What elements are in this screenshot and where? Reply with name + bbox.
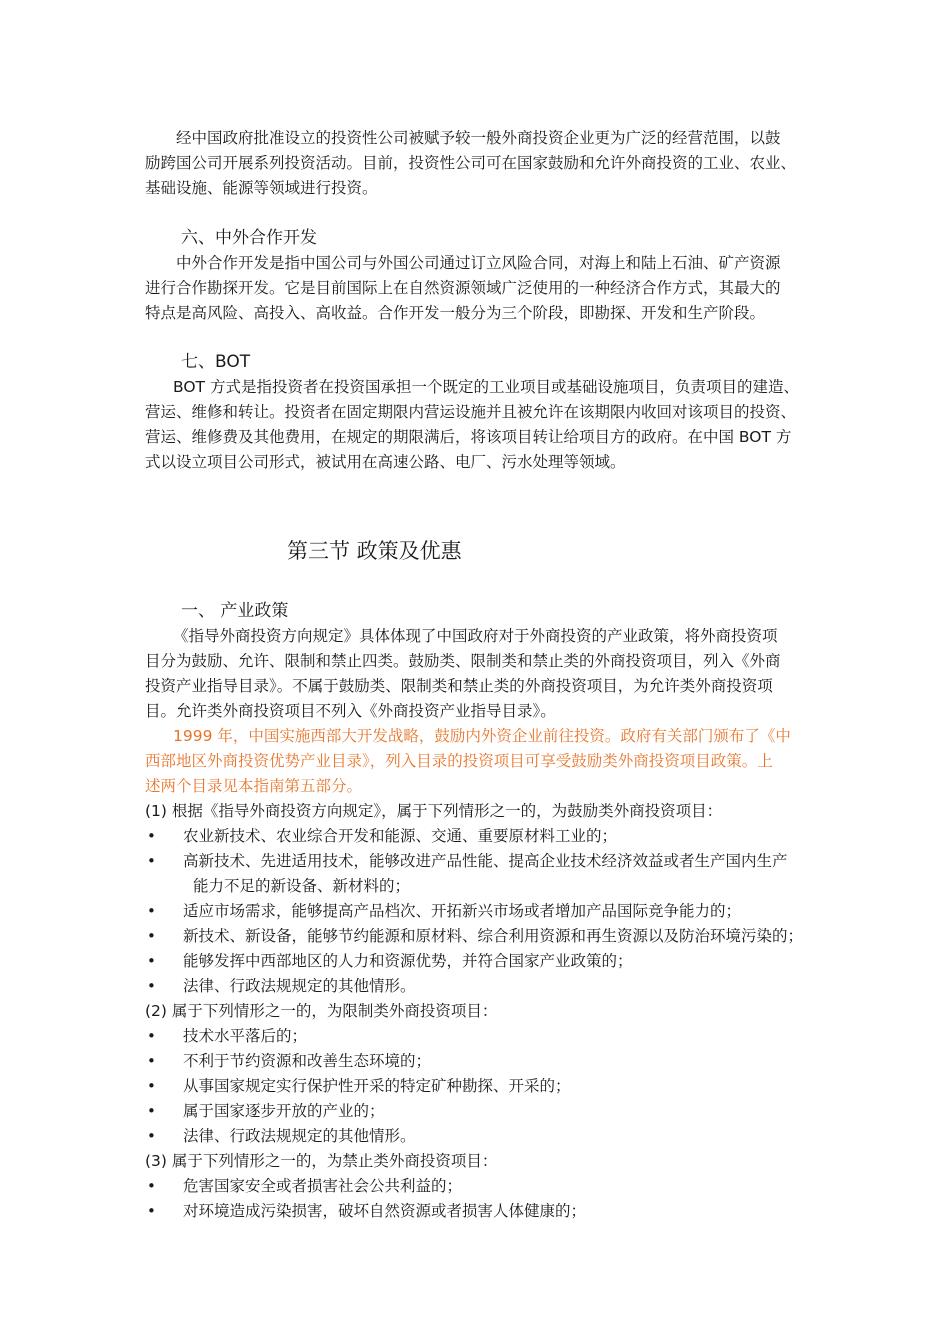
intro-line-2: 励跨国公司开展系列投资活动。目前，投资性公司可在国家鼓励和允许外商投资的工业、农业、: [145, 154, 797, 172]
list3-label: (3) 属于下列情形之一的，为禁止类外商投资项目：: [145, 1152, 498, 1170]
list1-item-4: 新技术、新设备，能够节约能源和原材料、综合利用资源和再生资源以及防治环境污染的；: [183, 927, 804, 945]
highlight-line-2: 西部地区外商投资优势产业目录》，列入目录的投资项目可享受鼓励类外商投资项目政策。上: [145, 752, 773, 770]
list3-item-1: 危害国家安全或者损害社会公共利益的；: [183, 1177, 463, 1195]
section-title: 第三节 政策及优惠: [287, 539, 462, 563]
list1-label: (1) 根据《指导外商投资方向规定》，属于下列情形之一的，为鼓励类外商投资项目：: [145, 802, 723, 820]
bullet-icon: •: [147, 827, 156, 845]
list2-item-4: 属于国家逐步开放的产业的；: [183, 1102, 385, 1120]
bullet-icon: •: [147, 852, 156, 870]
list1-item-5: 能够发挥中西部地区的人力和资源优势，并符合国家产业政策的；: [183, 952, 633, 970]
industry-policy-heading: 一、 产业政策: [181, 601, 289, 621]
industry-policy-line-3: 投资产业指导目录》。不属于鼓励类、限制类和禁止类的外商投资项目，为允许类外商投资项: [145, 677, 773, 695]
bullet-icon: •: [147, 1127, 156, 1145]
highlight-line-1: 1999 年，中国实施西部大开发战略，鼓励内外资企业前往投资。政府有关部门颁布了《中: [173, 727, 791, 745]
list1-item-1: 农业新技术、农业综合开发和能源、交通、重要原材料工业的；: [183, 827, 618, 845]
industry-policy-line-1: 《指导外商投资方向规定》具体体现了中国政府对于外商投资的产业政策，将外商投资项: [173, 627, 778, 645]
list2-label: (2) 属于下列情形之一的，为限制类外商投资项目：: [145, 1002, 498, 1020]
list2-item-1: 技术水平落后的；: [183, 1027, 308, 1045]
section7-heading: 七、BOT: [181, 352, 251, 372]
bullet-icon: •: [147, 1177, 156, 1195]
industry-policy-line-4: 目。允许类外商投资项目不列入《外商投资产业指导目录》。: [145, 702, 556, 720]
list2-item-5: 法律、行政法规规定的其他情形。: [183, 1127, 416, 1145]
section7-line-1: BOT 方式是指投资者在投资国承担一个既定的工业项目或基础设施项目，负责项目的建造、: [173, 378, 799, 396]
section7-line-4: 式以设立项目公司形式，被试用在高速公路、电厂、污水处理等领域。: [145, 453, 626, 471]
industry-policy-line-2: 目分为鼓励、允许、限制和禁止四类。鼓励类、限制类和禁止类的外商投资项目，列入《外商: [145, 652, 781, 670]
list1-item-2-cont: 能力不足的新设备、新材料的；: [193, 877, 411, 895]
list1-item-6: 法律、行政法规规定的其他情形。: [183, 977, 416, 995]
section6-line-2: 进行合作勘探开发。它是目前国际上在自然资源领域广泛使用的一种经济合作方式，其最大的: [145, 279, 781, 297]
bullet-icon: •: [147, 1102, 156, 1120]
list1-item-2: 高新技术、先进适用技术，能够改进产品性能、提高企业技术经济效益或者生产国内生产: [183, 852, 788, 870]
bullet-icon: •: [147, 902, 156, 920]
intro-line-1: 经中国政府批准设立的投资性公司被赋予较一般外商投资企业更为广泛的经营范围，以鼓: [176, 129, 781, 147]
intro-line-3: 基础设施、能源等领域进行投资。: [145, 179, 378, 197]
bullet-icon: •: [147, 1052, 156, 1070]
section7-line-3: 营运、维修费及其他费用，在规定的期限满后，将该项目转让给项目方的政府。在中国 BOT 方: [145, 428, 792, 446]
highlight-line-3: 述两个目录见本指南第五部分。: [145, 777, 363, 795]
list2-item-3: 从事国家规定实行保护性开采的特定矿种勘探、开采的；: [183, 1077, 571, 1095]
bullet-icon: •: [147, 1202, 156, 1220]
bullet-icon: •: [147, 1027, 156, 1045]
bullet-icon: •: [147, 977, 156, 995]
bullet-icon: •: [147, 1077, 156, 1095]
bullet-icon: •: [147, 952, 156, 970]
bullet-icon: •: [147, 927, 156, 945]
section6-line-3: 特点是高风险、高投入、高收益。合作开发一般分为三个阶段，即勘探、开发和生产阶段。: [145, 304, 766, 322]
section6-line-1: 中外合作开发是指中国公司与外国公司通过订立风险合同，对海上和陆上石油、矿产资源: [176, 254, 781, 272]
list3-item-2: 对环境造成污染损害，破坏自然资源或者损害人体健康的；: [183, 1202, 587, 1220]
list1-item-3: 适应市场需求，能够提高产品档次、开拓新兴市场或者增加产品国际竞争能力的；: [183, 902, 742, 920]
section6-heading: 六、中外合作开发: [181, 228, 317, 248]
list2-item-2: 不利于节约资源和改善生态环境的；: [183, 1052, 432, 1070]
section7-line-2: 营运、维修和转让。投资者在固定期限内营运设施并且被允许在该期限内收回对该项目的投资、: [145, 403, 797, 421]
